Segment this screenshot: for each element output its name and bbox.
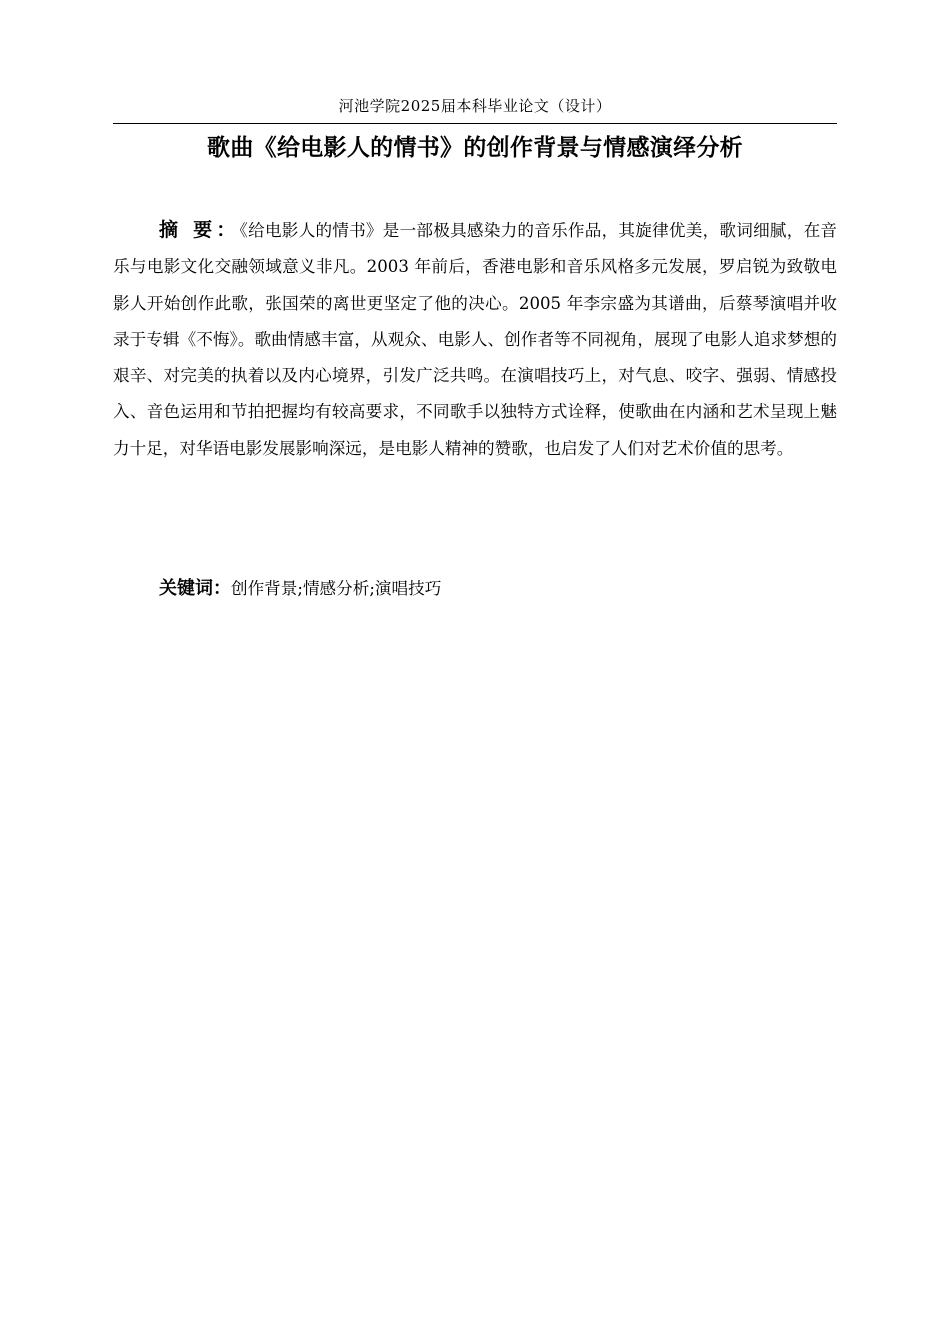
keywords-label: 关键词： <box>159 578 231 599</box>
running-header: 河池学院2025届本科毕业论文（设计） <box>338 97 612 115</box>
abstract-label: 摘 要： <box>159 219 240 241</box>
abstract-text: 《给电影人的情书》是一部极具感染力的音乐作品，其旋律优美，歌词细腻，在音乐与电影文化交融领域意义非凡。2003 年前后，香港电影和音乐风格多元发展，罗启锐为致敬电影人开始创作此歌，张国荣的离世更坚定了他的决心。2005 年李宗盛为其谱曲，后蔡琴演唱并收录于专辑《不悔》。歌曲情感丰富，从观众、电影人、创作者等不同视角，展现了电影人追求梦想的艰辛、对完美的执着以及内心境界，引发广泛共鸣。在演唱技巧上，对气息、咬字、强弱、情感投入、音色运用和节拍把握均有较高要求，不同歌手以独特方式诠释，使歌曲在内涵和艺术呈现上魅力十足，对华语电影发展影响深远，是电影人精神的赞歌，也启发了人们对艺术价值的思考。 <box>113 221 837 458</box>
abstract-paragraph <box>113 212 837 467</box>
keywords-line <box>159 572 837 606</box>
keywords-text: 创作背景;情感分析;演唱技巧 <box>231 579 442 598</box>
header-rule <box>113 123 837 124</box>
paper-title: 歌曲《给电影人的情书》的创作背景与情感演绎分析 <box>207 135 743 161</box>
